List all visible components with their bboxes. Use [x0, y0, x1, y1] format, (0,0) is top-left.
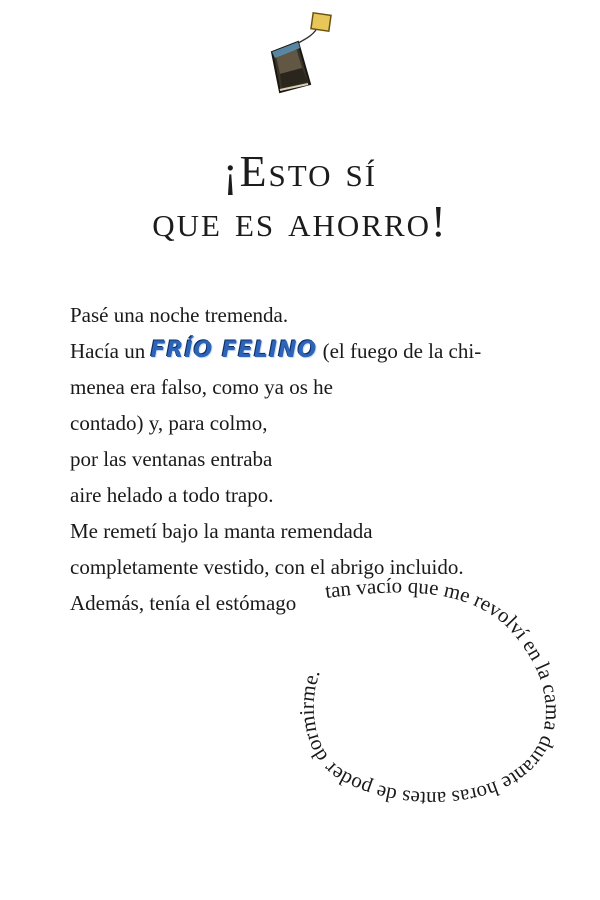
spiral-text-path: tan vacío que me revolví en la cama durante horas antes de poder dormirme. [294, 573, 565, 812]
text-line-2 [70, 338, 481, 365]
page-title-line-2: que es ahorro! [152, 197, 448, 246]
text-line-5: por las ventanas entraba [70, 447, 273, 471]
page-title-line-1: ¡Esto sí [222, 147, 378, 196]
text-line-2-start: Hacía un [70, 339, 151, 363]
text-line-9: Además, tenía el estómago [70, 591, 297, 615]
text-line-6: aire helado a todo trapo. [70, 483, 274, 507]
spiral-text [295, 573, 565, 811]
highlight-frio-felino: FRÍO FELINO [150, 338, 318, 363]
text-line-2-end: (el fuego de la chi- [317, 339, 482, 363]
text-line-8: completamente vestido, con el abrigo incluido. [70, 555, 464, 579]
tea-bag-icon [250, 8, 340, 98]
text-line-4: contado) y, para colmo, [70, 411, 268, 435]
text-line-3: menea era falso, como ya os he [70, 375, 333, 399]
text-line-7: Me remetí bajo la manta remendada [70, 519, 373, 543]
text-line-1: Pasé una noche tremenda. [70, 303, 289, 327]
